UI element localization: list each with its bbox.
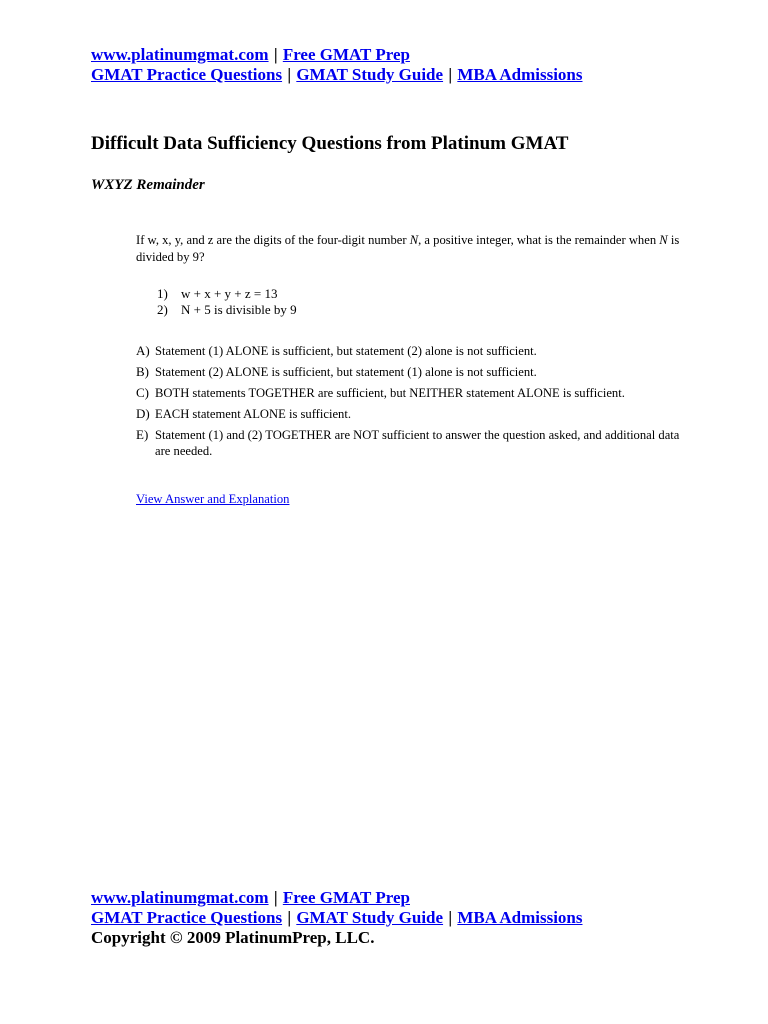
free-gmat-prep-link[interactable]: Free GMAT Prep	[282, 45, 410, 64]
answer-choice	[136, 385, 696, 401]
nav-separator: |	[273, 45, 278, 64]
statement-item	[157, 302, 297, 318]
answer-choice	[136, 406, 696, 422]
choice-text: Statement (2) ALONE is sufficient, but statement (1) alone is not sufficient.	[155, 365, 537, 379]
header-nav-line-1	[91, 45, 583, 65]
choice-text: EACH statement ALONE is sufficient.	[155, 407, 351, 421]
header-nav-line-2	[91, 65, 583, 85]
stem-variable: N	[409, 233, 419, 247]
stem-text: , a positive integer, what is the remainder when	[418, 233, 660, 247]
site-link[interactable]: www.platinumgmat.com	[91, 45, 269, 64]
stem-text: is divided by 9?	[136, 233, 680, 264]
choice-letter: D)	[136, 406, 150, 421]
nav-separator: |	[448, 908, 453, 927]
statement-text: w + x + y + z = 13	[181, 286, 278, 301]
site-link[interactable]: www.platinumgmat.com	[91, 888, 269, 907]
nav-separator: |	[273, 888, 278, 907]
statement-number: 2)	[157, 302, 168, 317]
choice-text: BOTH statements TOGETHER are sufficient, but NEITHER statement ALONE is sufficient.	[155, 386, 625, 400]
nav-separator: |	[287, 65, 292, 84]
choice-letter: B)	[136, 364, 149, 379]
statement-text: N + 5 is divisible by 9	[181, 302, 297, 317]
answer-choices-list	[136, 343, 696, 464]
statement-item	[157, 286, 297, 302]
answer-choice	[136, 427, 696, 459]
choice-letter: E)	[136, 427, 149, 442]
copyright-text: Copyright © 2009 PlatinumPrep, LLC.	[91, 928, 375, 947]
nav-separator: |	[448, 65, 453, 84]
nav-separator: |	[287, 908, 292, 927]
stem-text: If w, x, y, and z are the digits of the four-digit number	[136, 233, 410, 247]
choice-text: Statement (1) ALONE is sufficient, but statement (2) alone is not sufficient.	[155, 344, 537, 358]
document-title: Difficult Data Sufficiency Questions from Platinum GMAT	[91, 133, 569, 154]
footer-nav-line-1	[91, 888, 583, 908]
statement-number: 1)	[157, 286, 168, 301]
free-gmat-prep-link[interactable]: Free GMAT Prep	[282, 888, 410, 907]
choice-letter: A)	[136, 343, 150, 358]
choice-text: Statement (1) and (2) TOGETHER are NOT sufficient to answer the question asked, and additional data are needed.	[155, 428, 680, 458]
question-stem	[136, 232, 696, 266]
stem-variable: N	[659, 233, 668, 247]
mba-admissions-link[interactable]: MBA Admissions	[457, 65, 583, 84]
view-answer-link[interactable]: View Answer and Explanation	[136, 492, 290, 506]
footer-nav-line-2	[91, 908, 583, 928]
answer-choice	[136, 364, 696, 380]
mba-admissions-link[interactable]: MBA Admissions	[457, 908, 583, 927]
header-nav	[91, 45, 583, 85]
gmat-study-guide-link[interactable]: GMAT Study Guide	[296, 65, 444, 84]
footer-nav	[91, 888, 583, 948]
gmat-practice-questions-link[interactable]: GMAT Practice Questions	[91, 908, 283, 927]
choice-letter: C)	[136, 385, 149, 400]
gmat-study-guide-link[interactable]: GMAT Study Guide	[296, 908, 444, 927]
statements-list	[157, 286, 297, 318]
answer-choice	[136, 343, 696, 359]
question-title: WXYZ Remainder	[91, 177, 205, 193]
gmat-practice-questions-link[interactable]: GMAT Practice Questions	[91, 65, 283, 84]
